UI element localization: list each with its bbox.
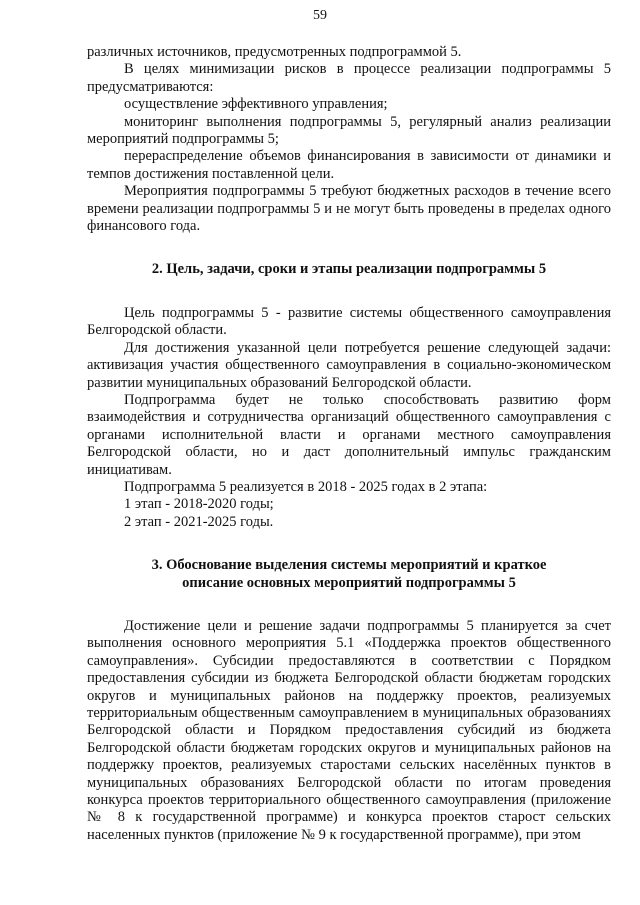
paragraph: В целях минимизации рисков в процессе реализации подпрограммы 5 предусматриваются: (87, 61, 611, 95)
paragraph: Подпрограмма будет не только способствовать развитию форм взаимодействия и сотрудничества организаций общественного самоуправления с органами исполнительной власти и органами местного самоуправления Белгородской области, но и даст дополнительный импульс гражданским инициативам. (87, 391, 611, 478)
paragraph: осуществление эффективного управления; (124, 96, 388, 113)
paragraph: Достижение цели и решение задачи подпрограммы 5 планируется за счет выполнения основного мероприятия 5.1 «Поддержка проектов общественного самоуправления». Субсидии предоставляются в соответствии с Порядком предоставления субсидии из бюджета Белгородской области бюджетам городских округов и муниципальных районов на поддержку проектов, реализуемых территориальным общественным самоуправлением в муниципальных образованиях Белгородской области и Порядком предоставления субсидий из бюджета Белгородской области бюджетам городских округов и муниципальных районов на поддержку проектов, реализуемых старостами сельских населённых пунктов в муниципальных образованиях Белгородской области по итогам проведения конкурса проектов территориального общественного самоуправления (приложение № 8 к государственной программе) и конкурса проектов старост сельских населенных пунктов (приложение № 9 к государственной программе), при этом (87, 617, 611, 843)
paragraph: 1 этап - 2018-2020 годы; (124, 496, 274, 513)
paragraph: Подпрограмма 5 реализуется в 2018 - 2025 годах в 2 этапа: (124, 478, 488, 495)
section-heading-line: 3. Обоснование выделения системы мероприятий и краткое (151, 557, 547, 574)
paragraph: 2 этап - 2021-2025 годы. (124, 513, 274, 530)
paragraph: Цель подпрограммы 5 - развитие системы общественного самоуправления Белгородской области. (87, 304, 611, 339)
document-body (87, 44, 611, 844)
paragraph: различных источников, предусмотренных подпрограммой 5. (87, 44, 462, 60)
paragraph: Для достижения указанной цели потребуется решение следующей задачи: активизация участия общественного самоуправления в социально-экономическом развитии муниципальных образований Белгородской области. (87, 339, 611, 391)
paragraph: перераспределение объемов финансирования в зависимости от динамики и темпов достижения поставленной цели. (87, 148, 611, 182)
paragraph: Мероприятия подпрограммы 5 требуют бюджетных расходов в течение всего времени реализации подпрограммы 5 и не могут быть проведены в пределах одного финансового года. (87, 183, 611, 235)
paragraph: мониторинг выполнения подпрограммы 5, регулярный анализ реализации мероприятий подпрограммы 5; (87, 113, 611, 148)
section-heading (87, 557, 611, 592)
page-number: 59 (313, 8, 327, 23)
section-heading: 2. Цель, задачи, сроки и этапы реализации подпрограммы 5 (151, 261, 547, 278)
section-heading-line: описание основных мероприятий подпрограммы 5 (182, 574, 516, 591)
